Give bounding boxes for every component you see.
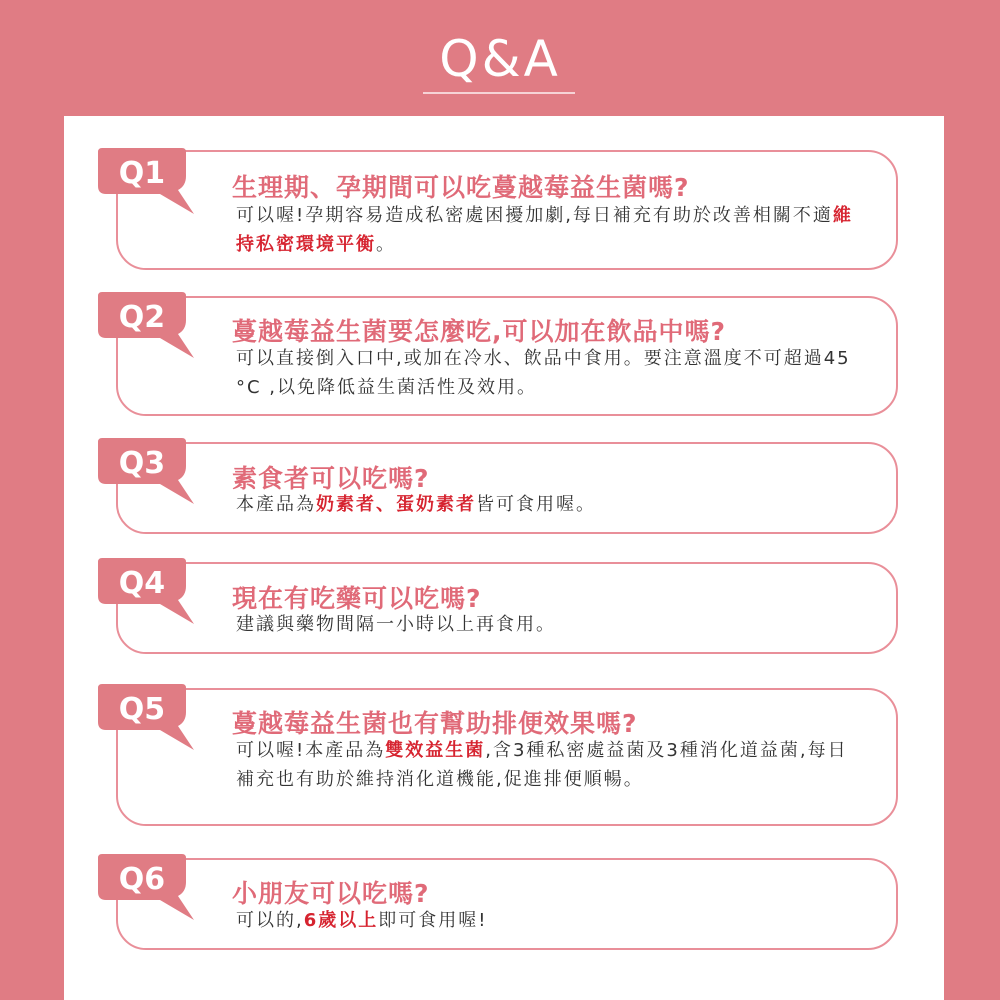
q1-question: 生理期、孕期間可以吃蔓越莓益生菌嗎? xyxy=(232,173,690,202)
q4-badge-label: Q4 xyxy=(118,566,166,601)
q1-answer-highlight: 維持私密環境平衡 xyxy=(236,205,853,255)
q5-question: 蔓越莓益生菌也有幫助排便效果嗎? xyxy=(232,709,638,738)
q5-badge xyxy=(94,680,196,758)
q4-answer-text: 建議與藥物間隔一小時以上再食用。 xyxy=(236,614,556,635)
q1-badge-label: Q1 xyxy=(118,156,166,191)
page-title: Q&A xyxy=(439,30,561,88)
q3-badge xyxy=(94,434,196,512)
q6-badge xyxy=(94,850,196,928)
q5-badge-label: Q5 xyxy=(118,692,166,727)
q2-question: 蔓越莓益生菌要怎麼吃,可以加在飲品中嗎? xyxy=(232,317,727,346)
q5-answer-text-2: ,含3種私密處益菌及3種消化道益菌,每日補充也有助於維持消化道機能,促進排便順暢。 xyxy=(236,740,848,790)
q2-badge-label: Q2 xyxy=(118,300,166,335)
q6-question: 小朋友可以吃嗎? xyxy=(232,879,430,908)
q6-answer xyxy=(236,906,866,935)
q1-answer-text-1: 可以喔!孕期容易造成私密處困擾加劇,每日補充有 xyxy=(236,205,673,226)
q1-answer xyxy=(236,201,866,259)
q2-answer-text: 可以直接倒入口中,或加在冷水、飲品中食用。要注意溫度不可超過45 °C ,以免降低益生菌活性及效用。 xyxy=(236,348,851,398)
q3-answer-text-1: 本產品為 xyxy=(236,494,316,515)
q5-answer-highlight: 雙效益生菌 xyxy=(385,740,486,761)
q4-question: 現在有吃藥可以吃嗎? xyxy=(232,584,482,613)
q6-answer-highlight: 6歲以上 xyxy=(303,910,379,931)
title-underline xyxy=(423,92,575,94)
q2-answer xyxy=(236,344,866,402)
q4-badge xyxy=(94,554,196,632)
q3-answer-highlight: 奶素者、蛋奶素者 xyxy=(316,494,476,515)
q6-badge-label: Q6 xyxy=(118,862,166,897)
q1-answer-text-3: 。 xyxy=(376,234,396,255)
q2-badge xyxy=(94,288,196,366)
q1-answer-text-2: 助於改善相關不適 xyxy=(672,205,833,226)
q6-answer-text-1: 可以的, xyxy=(236,910,304,931)
q3-answer xyxy=(236,490,866,519)
q3-badge-label: Q3 xyxy=(118,446,166,481)
q5-answer xyxy=(236,736,866,794)
q3-question: 素食者可以吃嗎? xyxy=(232,464,430,493)
q1-badge xyxy=(94,144,196,222)
q6-answer-text-2: 即可食用喔! xyxy=(378,910,488,931)
q4-answer xyxy=(236,610,866,639)
q3-answer-text-2: 皆可食用喔。 xyxy=(476,494,596,515)
q5-answer-text-1: 可以喔!本產品為 xyxy=(236,740,386,761)
